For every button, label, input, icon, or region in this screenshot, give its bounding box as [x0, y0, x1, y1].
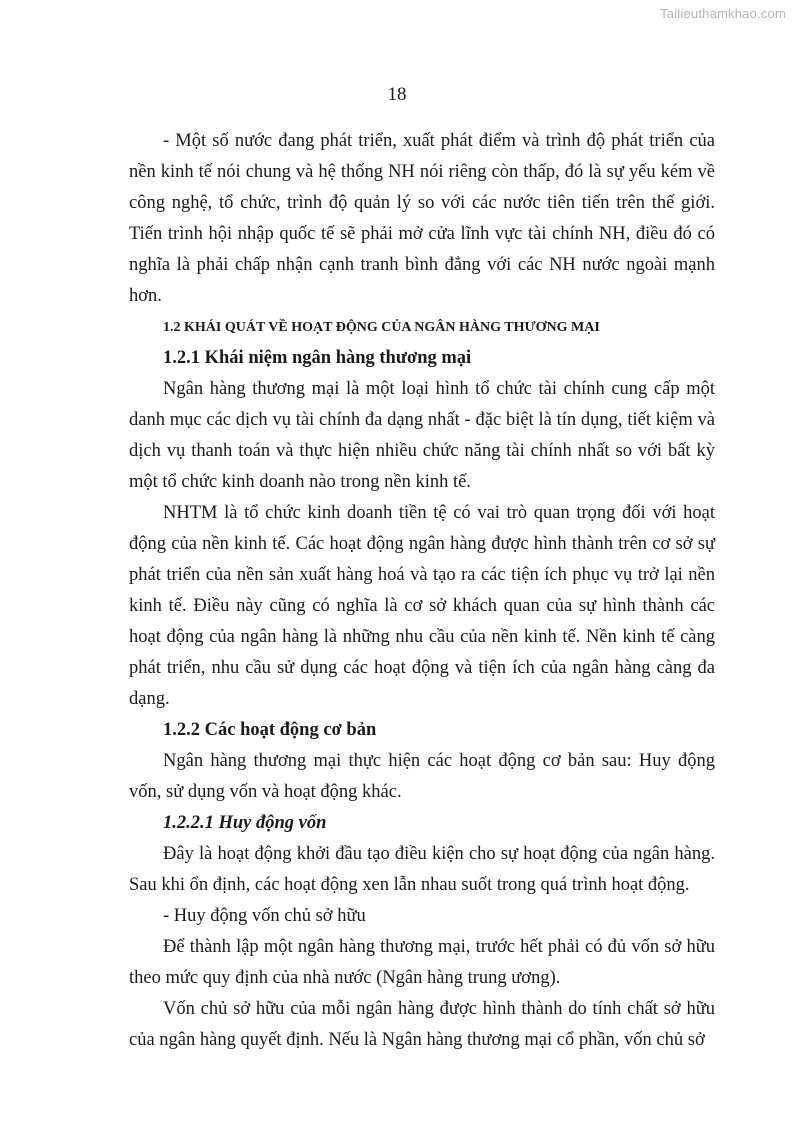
subsection-heading-1-2-1: 1.2.1 Khái niệm ngân hàng thương mại	[163, 348, 472, 368]
paragraph-bank-definition: Ngân hàng thương mại là một loại hình tổ chức tài chính cung cấp một danh mục các dịch vụ tài chính đa dạng nhất - đặc biệt là tín dụng, tiết kiệm và dịch vụ thanh toán và thực hiện nhiều chức năng tài chính nhất so với bất kỳ một tổ chức kinh doanh nào trong nền kinh tế.	[129, 379, 715, 492]
document-body	[129, 126, 715, 1056]
paragraph-equity-ownership: Vốn chủ sở hữu của mỗi ngân hàng được hình thành do tính chất sở hữu của ngân hàng quyết định. Nếu là Ngân hàng thương mại cổ phần, vốn chủ sở	[129, 999, 715, 1050]
paragraph-basic-activities: Ngân hàng thương mại thực hiện các hoạt động cơ bản sau: Huy động vốn, sử dụng vốn và hoạt động khác.	[129, 751, 715, 802]
section-heading-1-2: 1.2 KHÁI QUÁT VỀ HOẠT ĐỘNG CỦA NGÂN HÀNG THƯƠNG MẠI	[163, 320, 600, 335]
paragraph-nhtm-role: NHTM là tổ chức kinh doanh tiền tệ có vai trò quan trọng đối với hoạt động của nền kinh tế. Các hoạt động ngân hàng được hình thành trên cơ sở sự phát triển của nền sản xuất hàng hoá và tạo ra các tiện ích phục vụ trở lại nền kinh tế. Điều này cũng có nghĩa là cơ sở khách quan của sự hình thành các hoạt động của ngân hàng là những nhu cầu của nền kinh tế. Nền kinh tế càng phát triển, nhu cầu sử dụng các hoạt động và tiện ích của ngân hàng càng đa dạng.	[129, 503, 715, 709]
watermark: Tailieuthamkhao.com	[660, 6, 786, 21]
paragraph-capital-mobilization: Đây là hoạt động khởi đầu tạo điều kiện cho sự hoạt động của ngân hàng. Sau khi ổn định, các hoạt động xen lẫn nhau suốt trong quá trình hoạt động.	[129, 844, 715, 895]
paragraph-equity-heading: - Huy động vốn chủ sở hữu	[163, 906, 366, 926]
subsubsection-heading-1-2-2-1: 1.2.2.1 Huy động vốn	[163, 813, 327, 833]
paragraph-founding-capital: Để thành lập một ngân hàng thương mại, trước hết phải có đủ vốn sở hữu theo mức quy định của nhà nước (Ngân hàng trung ương).	[129, 937, 715, 988]
subsection-heading-1-2-2: 1.2.2 Các hoạt động cơ bản	[163, 720, 377, 740]
page-number: 18	[387, 84, 407, 105]
paragraph-developing-countries: - Một số nước đang phát triển, xuất phát điểm và trình độ phát triển của nền kinh tế nói chung và hệ thống NH nói riêng còn thấp, đó là sự yếu kém về công nghệ, tổ chức, trình độ quản lý so với các nước tiên tiến trên thế giới. Tiến trình hội nhập quốc tế sẽ phải mở cửa lĩnh vực tài chính NH, điều đó có nghĩa là phải chấp nhận cạnh tranh bình đẳng với các NH nước ngoài mạnh hơn.	[129, 131, 715, 306]
